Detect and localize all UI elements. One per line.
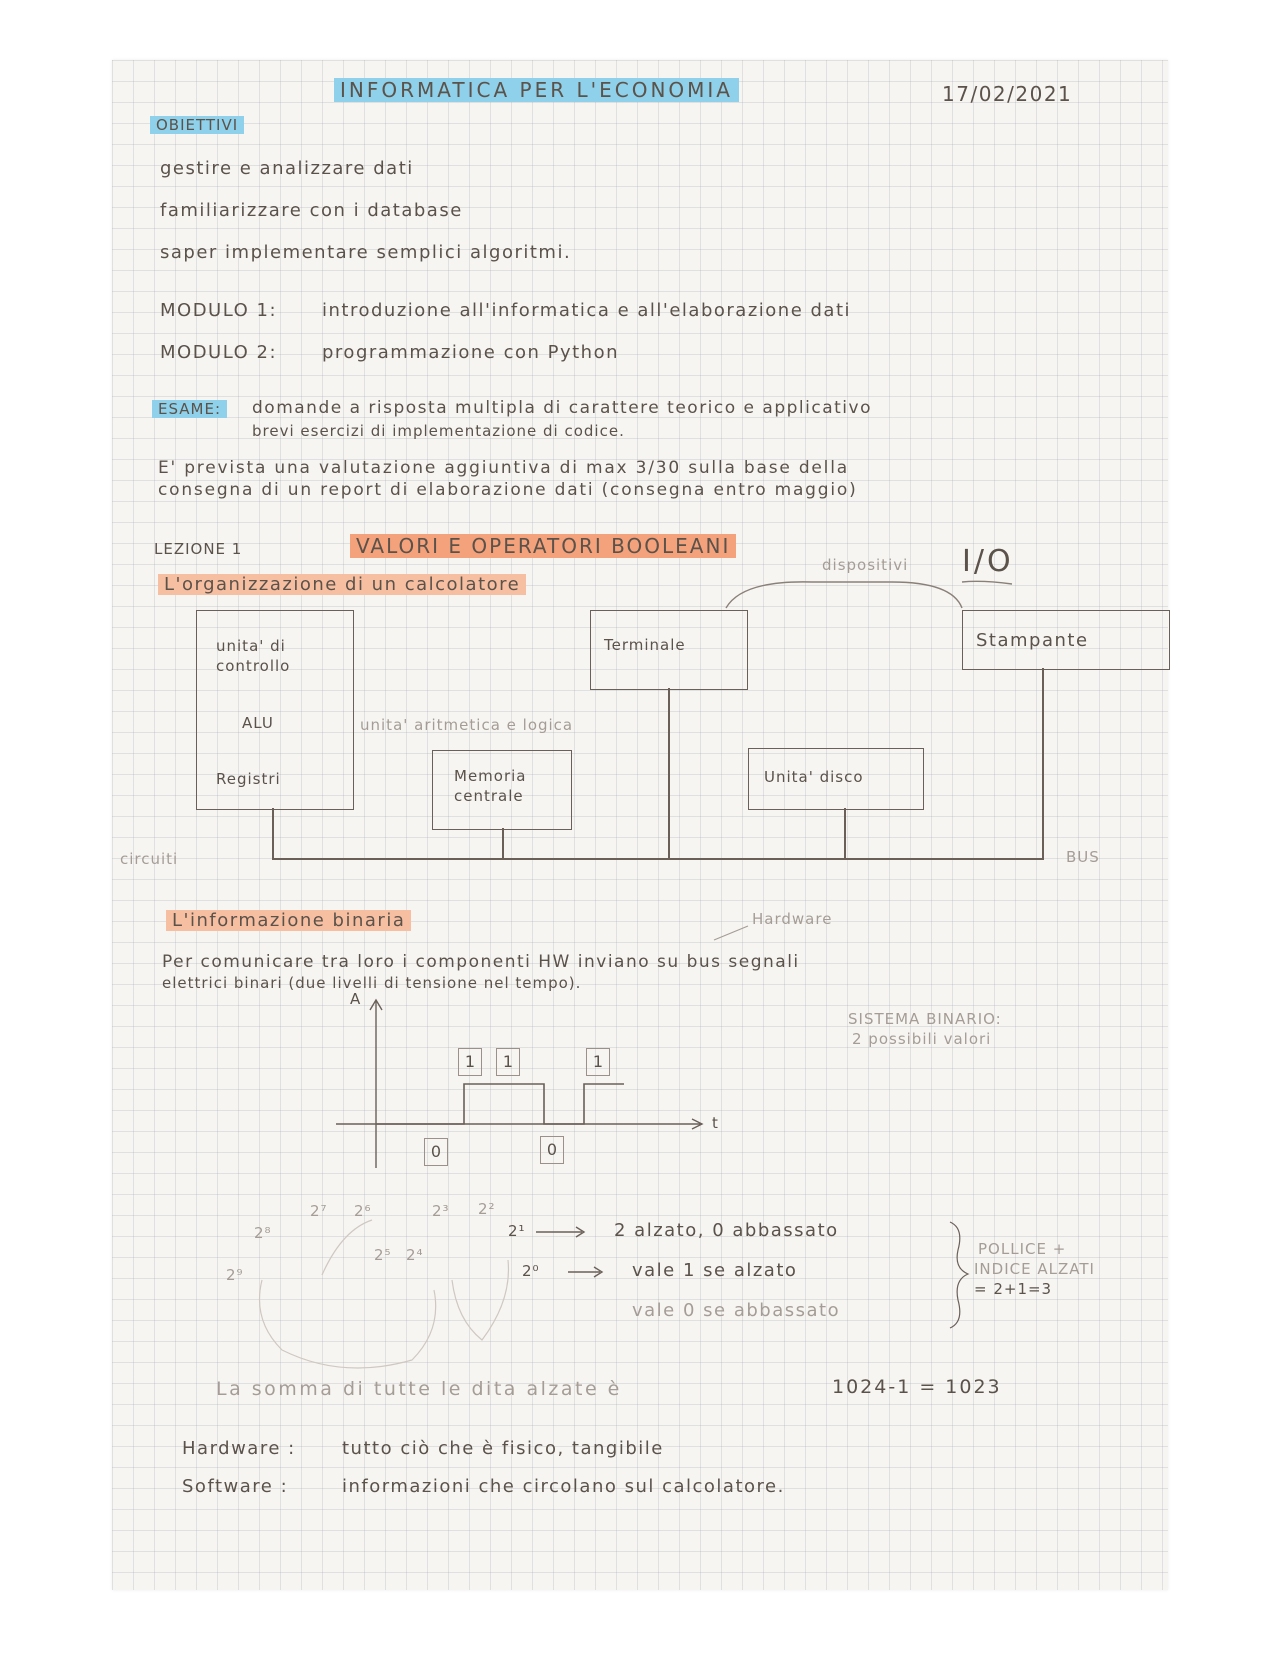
- io-devices-label: dispositivi: [822, 556, 909, 574]
- axis-t-label: t: [712, 1114, 719, 1132]
- hardware-note: Hardware: [752, 910, 833, 928]
- rule-vale-0: vale 0 se abbassato: [632, 1300, 841, 1321]
- power-label: 2²: [478, 1200, 496, 1218]
- axis-y-label: A: [350, 990, 362, 1008]
- signal-bit-0: 0: [424, 1138, 448, 1166]
- bus-label: BUS: [1066, 848, 1100, 866]
- notebook-page: [112, 60, 1168, 1590]
- sum-value: 1024-1 = 1023: [832, 1376, 1002, 1398]
- sum-text: La somma di tutte le dita alzate è: [216, 1378, 622, 1400]
- thumb-note: POLLICE +: [978, 1240, 1067, 1258]
- power-label: 2³: [432, 1202, 450, 1220]
- objectives-heading: OBIETTIVI: [150, 116, 244, 134]
- control-unit-label: unita' di controllo: [216, 637, 291, 675]
- registers-label: Registri: [216, 770, 281, 788]
- signal-bit-2: 1: [496, 1048, 520, 1076]
- objective-item: gestire e analizzare dati: [160, 158, 414, 179]
- lesson-title: VALORI E OPERATORI BOOLEANI: [350, 534, 736, 558]
- module-text: programmazione con Python: [322, 342, 619, 363]
- binary-heading: L'informazione binaria: [166, 910, 411, 931]
- definition-term: Software :: [182, 1476, 289, 1497]
- definition-text: informazioni che circolano sul calcolatore.: [342, 1476, 785, 1497]
- power-label: 2⁶: [354, 1202, 372, 1220]
- rule-vale-1: vale 1 se alzato: [632, 1260, 798, 1281]
- module-label: MODULO 2:: [160, 342, 278, 363]
- exam-line-1: domande a risposta multipla di carattere teorico e applicativo: [252, 398, 872, 418]
- memory-label: Memoria centrale: [454, 767, 527, 805]
- organization-heading: L'organizzazione di un calcolatore: [158, 574, 526, 595]
- signal-bit-3: 0: [540, 1136, 564, 1164]
- objective-item: saper implementare semplici algoritmi.: [160, 242, 572, 263]
- alu-note: unita' aritmetica e logica: [360, 716, 574, 734]
- power-label: 2⁴: [406, 1246, 424, 1264]
- power-label: 2⁰: [522, 1262, 540, 1280]
- evaluation-line-2: consegna di un report di elaborazione dati (consegna entro maggio): [158, 480, 858, 500]
- evaluation-line-1: E' prevista una valutazione aggiuntiva di max 3/30 sulla base della: [158, 458, 849, 478]
- page-date: 17/02/2021: [942, 82, 1073, 106]
- signal-bit-4: 1: [586, 1048, 610, 1076]
- definition-text: tutto ciò che è fisico, tangibile: [342, 1438, 664, 1459]
- exam-label: ESAME:: [152, 400, 227, 418]
- rule-raised: 2 alzato, 0 abbassato: [614, 1220, 839, 1241]
- objective-item: familiarizzare con i database: [160, 200, 463, 221]
- power-label: 2⁷: [310, 1202, 328, 1220]
- page-title: INFORMATICA PER L'ECONOMIA: [334, 78, 739, 102]
- signal-bit-1: 1: [458, 1048, 482, 1076]
- io-label: I/O: [962, 544, 1014, 579]
- power-label: 2⁹: [226, 1266, 244, 1284]
- alu-label: ALU: [242, 714, 274, 732]
- power-label: 2⁸: [254, 1224, 272, 1242]
- thumb-note: = 2+1=3: [974, 1280, 1053, 1298]
- exam-line-2: brevi esercizi di implementazione di codice.: [252, 422, 625, 440]
- definition-term: Hardware :: [182, 1438, 296, 1459]
- hands-sketch: [112, 60, 1168, 1590]
- binary-system-title: SISTEMA BINARIO:: [848, 1010, 1002, 1028]
- thumb-note: INDICE ALZATI: [974, 1260, 1095, 1278]
- module-text: introduzione all'informatica e all'elaborazione dati: [322, 300, 852, 321]
- lesson-label: LEZIONE 1: [154, 540, 243, 558]
- disk-label: Unita' disco: [764, 768, 864, 786]
- module-label: MODULO 1:: [160, 300, 278, 321]
- printer-label: Stampante: [976, 630, 1089, 651]
- circuits-note: circuiti: [120, 850, 179, 868]
- binary-system-sub: 2 possibili valori: [852, 1030, 992, 1048]
- power-label: 2¹: [508, 1222, 526, 1240]
- power-label: 2⁵: [374, 1246, 392, 1264]
- binary-line-2: elettrici binari (due livelli di tensione nel tempo).: [162, 974, 582, 992]
- terminal-label: Terminale: [604, 636, 686, 654]
- binary-line-1: Per comunicare tra loro i componenti HW inviano su bus segnali: [162, 952, 800, 972]
